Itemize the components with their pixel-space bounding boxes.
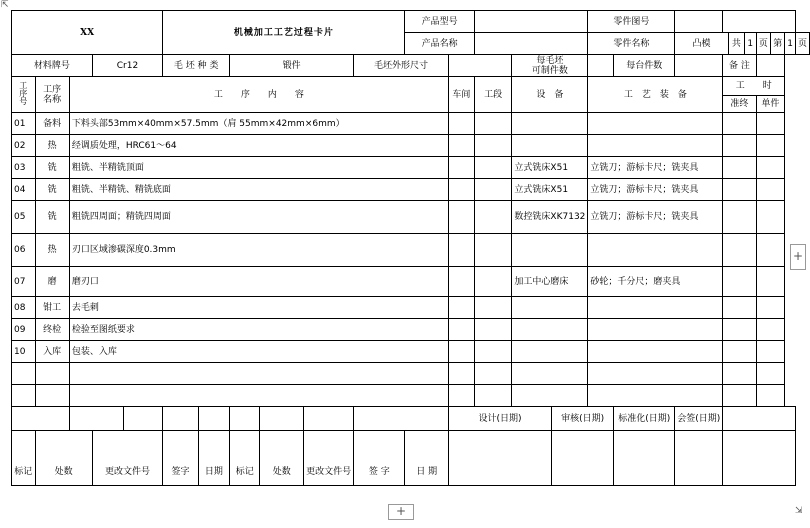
col-time-unit: 单件 bbox=[756, 96, 785, 113]
empty-cell[interactable] bbox=[474, 385, 512, 407]
design-date-label: 设计(日期) bbox=[448, 407, 551, 431]
step-time-unit[interactable] bbox=[756, 201, 785, 234]
step-workshop[interactable] bbox=[448, 179, 474, 201]
empty-cell[interactable] bbox=[12, 363, 36, 385]
col-section: 工段 bbox=[474, 77, 512, 113]
step-workshop[interactable] bbox=[448, 201, 474, 234]
change-doc-label-2: 更改文件号 bbox=[304, 431, 354, 486]
step-tooling[interactable]: 立铣刀；游标卡尺；铣夹具 bbox=[588, 201, 723, 234]
count-label-2: 处数 bbox=[260, 431, 304, 486]
per-blank-label-line-2: 可制件数 bbox=[531, 65, 568, 76]
step-section[interactable] bbox=[474, 341, 512, 363]
step-workshop[interactable] bbox=[448, 267, 474, 297]
footer-blank[interactable] bbox=[260, 407, 304, 431]
per-unit-label: 每台件数 bbox=[614, 55, 675, 77]
table-row[interactable] bbox=[12, 267, 810, 297]
remarks-value[interactable] bbox=[756, 55, 785, 77]
col-workshop: 车间 bbox=[448, 77, 474, 113]
step-workshop[interactable] bbox=[448, 157, 474, 179]
review-date-value[interactable] bbox=[552, 431, 614, 486]
table-row[interactable] bbox=[12, 341, 810, 363]
table-row[interactable] bbox=[12, 297, 810, 319]
empty-cell[interactable] bbox=[723, 363, 756, 385]
step-workshop[interactable] bbox=[448, 135, 474, 157]
footer-blank[interactable] bbox=[230, 407, 260, 431]
add-row-button[interactable]: + bbox=[388, 504, 414, 520]
step-no: 09 bbox=[12, 319, 36, 341]
step-no: 10 bbox=[12, 341, 36, 363]
col-step-name bbox=[35, 77, 69, 113]
step-content[interactable]: 下料头部53mm×40mm×57.5mm（肩 55mm×42mm×6mm） bbox=[69, 113, 448, 135]
step-time-unit[interactable] bbox=[756, 297, 785, 319]
date-label: 日期 bbox=[198, 431, 229, 486]
page-unit-label-2: 页 bbox=[795, 33, 809, 55]
part-drawing-no-label: 零件图号 bbox=[588, 11, 675, 33]
step-no: 03 bbox=[12, 157, 36, 179]
add-column-button[interactable]: + bbox=[790, 244, 806, 270]
part-name-label: 零件名称 bbox=[588, 33, 675, 55]
standardization-date-value[interactable] bbox=[614, 431, 675, 486]
empty-cell[interactable] bbox=[588, 363, 723, 385]
step-name: 铣 bbox=[35, 201, 69, 234]
standardization-date-label: 标准化(日期) bbox=[614, 407, 675, 431]
footer-blank[interactable] bbox=[723, 431, 796, 486]
step-section[interactable] bbox=[474, 179, 512, 201]
empty-cell[interactable] bbox=[756, 385, 785, 407]
footer-blank[interactable] bbox=[723, 407, 796, 431]
step-content[interactable]: 检验至图纸要求 bbox=[69, 319, 448, 341]
col-step-name-line-1: 工序 bbox=[43, 84, 62, 95]
step-time-prep[interactable] bbox=[723, 341, 756, 363]
col-time-prep: 准终 bbox=[723, 96, 756, 113]
mark-label: 标记 bbox=[12, 431, 36, 486]
footer-blank[interactable] bbox=[163, 407, 198, 431]
footer-blank[interactable] bbox=[124, 407, 163, 431]
step-name: 铣 bbox=[35, 179, 69, 201]
step-time-prep[interactable] bbox=[723, 201, 756, 234]
empty-cell[interactable] bbox=[588, 385, 723, 407]
col-step-name-line-2: 名称 bbox=[43, 94, 62, 105]
step-time-prep[interactable] bbox=[723, 157, 756, 179]
step-time-prep[interactable] bbox=[723, 234, 756, 267]
step-name: 热 bbox=[35, 135, 69, 157]
step-equipment[interactable]: 立式铣床X51 bbox=[512, 157, 588, 179]
col-tooling: 工 艺 装 备 bbox=[588, 77, 723, 113]
empty-cell[interactable] bbox=[69, 385, 448, 407]
step-no: 06 bbox=[12, 234, 36, 267]
step-time-unit[interactable] bbox=[756, 135, 785, 157]
sign-label-2: 签 字 bbox=[354, 431, 405, 486]
step-equipment[interactable] bbox=[512, 135, 588, 157]
change-doc-label: 更改文件号 bbox=[92, 431, 163, 486]
table-row[interactable] bbox=[12, 179, 810, 201]
step-equipment[interactable] bbox=[512, 234, 588, 267]
table-row[interactable] bbox=[12, 234, 810, 267]
date-label-2: 日 期 bbox=[405, 431, 449, 486]
table-row[interactable] bbox=[12, 135, 810, 157]
step-content[interactable]: 刃口区域渗碳深度0.3mm bbox=[69, 234, 448, 267]
blank-type-label: 毛 坯 种 类 bbox=[163, 55, 230, 77]
step-no: 02 bbox=[12, 135, 36, 157]
empty-cell[interactable] bbox=[474, 363, 512, 385]
total-value[interactable]: 1 bbox=[745, 33, 756, 55]
part-drawing-no-value[interactable] bbox=[675, 11, 723, 33]
material-grade-value[interactable]: Cr12 bbox=[92, 55, 163, 77]
step-no: 05 bbox=[12, 201, 36, 234]
step-no: 08 bbox=[12, 297, 36, 319]
step-section[interactable] bbox=[474, 201, 512, 234]
per-blank-value[interactable] bbox=[588, 55, 614, 77]
step-equipment[interactable]: 数控铣床XK7132 bbox=[512, 201, 588, 234]
step-time-unit[interactable] bbox=[756, 319, 785, 341]
step-equipment[interactable] bbox=[512, 297, 588, 319]
product-name-value[interactable] bbox=[474, 33, 588, 55]
material-grade-label: 材料牌号 bbox=[12, 55, 93, 77]
step-content[interactable]: 包装、入库 bbox=[69, 341, 448, 363]
per-blank-label bbox=[512, 55, 588, 77]
table-row-empty[interactable] bbox=[12, 363, 810, 385]
step-content[interactable]: 粗铣四周面；精铣四周面 bbox=[69, 201, 448, 234]
step-time-prep[interactable] bbox=[723, 319, 756, 341]
table-row[interactable] bbox=[12, 113, 810, 135]
step-name: 铣 bbox=[35, 157, 69, 179]
empty-cell[interactable] bbox=[756, 363, 785, 385]
step-workshop[interactable] bbox=[448, 297, 474, 319]
step-equipment[interactable]: 立式铣床X51 bbox=[512, 179, 588, 201]
step-time-prep[interactable] bbox=[723, 297, 756, 319]
page-unit-label: 页 bbox=[756, 33, 771, 55]
count-label: 处数 bbox=[35, 431, 92, 486]
step-content[interactable]: 去毛刺 bbox=[69, 297, 448, 319]
total-label: 共 bbox=[728, 33, 744, 55]
step-section[interactable] bbox=[474, 113, 512, 135]
empty-cell[interactable] bbox=[35, 363, 69, 385]
step-equipment[interactable]: 加工中心磨床 bbox=[512, 267, 588, 297]
table-row[interactable] bbox=[12, 157, 810, 179]
step-time-unit[interactable] bbox=[756, 341, 785, 363]
step-time-unit[interactable] bbox=[756, 157, 785, 179]
step-time-prep[interactable] bbox=[723, 113, 756, 135]
step-name: 备料 bbox=[35, 113, 69, 135]
footer-blank[interactable] bbox=[198, 407, 229, 431]
empty-cell[interactable] bbox=[512, 385, 588, 407]
countersign-date-label: 会签(日期) bbox=[675, 407, 723, 431]
step-section[interactable] bbox=[474, 135, 512, 157]
step-tooling[interactable] bbox=[588, 297, 723, 319]
step-no: 01 bbox=[12, 113, 36, 135]
step-content[interactable]: 磨刃口 bbox=[69, 267, 448, 297]
step-workshop[interactable] bbox=[448, 341, 474, 363]
step-name: 入库 bbox=[35, 341, 69, 363]
step-no: 04 bbox=[12, 179, 36, 201]
empty-cell[interactable] bbox=[512, 363, 588, 385]
step-content[interactable]: 经调质处理，HRC61～64 bbox=[69, 135, 448, 157]
empty-cell[interactable] bbox=[69, 363, 448, 385]
step-equipment[interactable] bbox=[512, 341, 588, 363]
company-name: XX bbox=[12, 11, 163, 55]
step-workshop[interactable] bbox=[448, 319, 474, 341]
step-tooling[interactable] bbox=[588, 319, 723, 341]
page-label: 第 bbox=[771, 33, 785, 55]
step-section[interactable] bbox=[474, 319, 512, 341]
empty-cell[interactable] bbox=[448, 363, 474, 385]
step-name: 热 bbox=[35, 234, 69, 267]
table-row-empty[interactable] bbox=[12, 385, 810, 407]
footer-blank[interactable] bbox=[354, 407, 449, 431]
sign-label: 签字 bbox=[163, 431, 198, 486]
review-date-label: 审核(日期) bbox=[552, 407, 614, 431]
step-no: 07 bbox=[12, 267, 36, 297]
step-tooling[interactable] bbox=[588, 113, 723, 135]
step-content[interactable]: 粗铣、半精铣顶面 bbox=[69, 157, 448, 179]
per-blank-label-line-1: 每毛坯 bbox=[536, 55, 564, 66]
resize-handle-top-left-icon[interactable]: ⇱ bbox=[1, 0, 9, 10]
step-tooling[interactable]: 立铣刀；游标卡尺；铣夹具 bbox=[588, 157, 723, 179]
step-workshop[interactable] bbox=[448, 234, 474, 267]
col-content: 工 序 内 容 bbox=[69, 77, 448, 113]
empty-cell[interactable] bbox=[35, 385, 69, 407]
step-tooling[interactable] bbox=[588, 234, 723, 267]
blank-type-value[interactable]: 锻件 bbox=[230, 55, 354, 77]
step-content[interactable]: 粗铣、半精铣、精铣底面 bbox=[69, 179, 448, 201]
step-time-unit[interactable] bbox=[756, 267, 785, 297]
step-equipment[interactable] bbox=[512, 319, 588, 341]
step-workshop[interactable] bbox=[448, 113, 474, 135]
product-model-label: 产品型号 bbox=[405, 11, 474, 33]
part-drawing-no-extra[interactable] bbox=[723, 11, 796, 33]
step-time-unit[interactable] bbox=[756, 234, 785, 267]
step-time-unit[interactable] bbox=[756, 179, 785, 201]
product-name-label: 产品名称 bbox=[405, 33, 474, 55]
step-time-prep[interactable] bbox=[723, 135, 756, 157]
step-time-prep[interactable] bbox=[723, 267, 756, 297]
step-name: 磨 bbox=[35, 267, 69, 297]
footer-blank[interactable] bbox=[69, 407, 124, 431]
design-date-value[interactable] bbox=[448, 431, 551, 486]
mark-label-2: 标记 bbox=[230, 431, 260, 486]
step-tooling[interactable] bbox=[588, 135, 723, 157]
step-tooling[interactable]: 立铣刀；游标卡尺；铣夹具 bbox=[588, 179, 723, 201]
table-row[interactable] bbox=[12, 319, 810, 341]
resize-handle-bottom-right-icon[interactable]: ⇲ bbox=[795, 506, 803, 516]
countersign-date-value[interactable] bbox=[675, 431, 723, 486]
step-tooling[interactable]: 砂轮；千分尺；磨夹具 bbox=[588, 267, 723, 297]
step-section[interactable] bbox=[474, 267, 512, 297]
product-model-value[interactable] bbox=[474, 11, 588, 33]
remarks-label: 备 注 bbox=[723, 55, 756, 77]
page-value[interactable]: 1 bbox=[785, 33, 796, 55]
blank-size-value[interactable] bbox=[448, 55, 511, 77]
footer-blank[interactable] bbox=[12, 407, 70, 431]
step-time-prep[interactable] bbox=[723, 179, 756, 201]
step-section[interactable] bbox=[474, 157, 512, 179]
part-name-value[interactable]: 凸模 bbox=[675, 33, 728, 55]
card-title: 机械加工工艺过程卡片 bbox=[163, 11, 405, 55]
step-equipment[interactable] bbox=[512, 113, 588, 135]
per-unit-value[interactable] bbox=[675, 55, 723, 77]
empty-cell[interactable] bbox=[723, 385, 756, 407]
col-time: 工 时 bbox=[723, 77, 785, 96]
step-name: 钳工 bbox=[35, 297, 69, 319]
process-card-table bbox=[11, 10, 810, 486]
empty-cell[interactable] bbox=[448, 385, 474, 407]
col-equipment: 设 备 bbox=[512, 77, 588, 113]
step-name: 终检 bbox=[35, 319, 69, 341]
table-row[interactable] bbox=[12, 201, 810, 234]
col-step-no: 工序号 bbox=[12, 77, 36, 113]
step-section[interactable] bbox=[474, 234, 512, 267]
step-time-unit[interactable] bbox=[756, 113, 785, 135]
step-tooling[interactable] bbox=[588, 341, 723, 363]
blank-size-label: 毛坯外形尺寸 bbox=[354, 55, 449, 77]
step-section[interactable] bbox=[474, 297, 512, 319]
footer-blank[interactable] bbox=[304, 407, 354, 431]
empty-cell[interactable] bbox=[12, 385, 36, 407]
